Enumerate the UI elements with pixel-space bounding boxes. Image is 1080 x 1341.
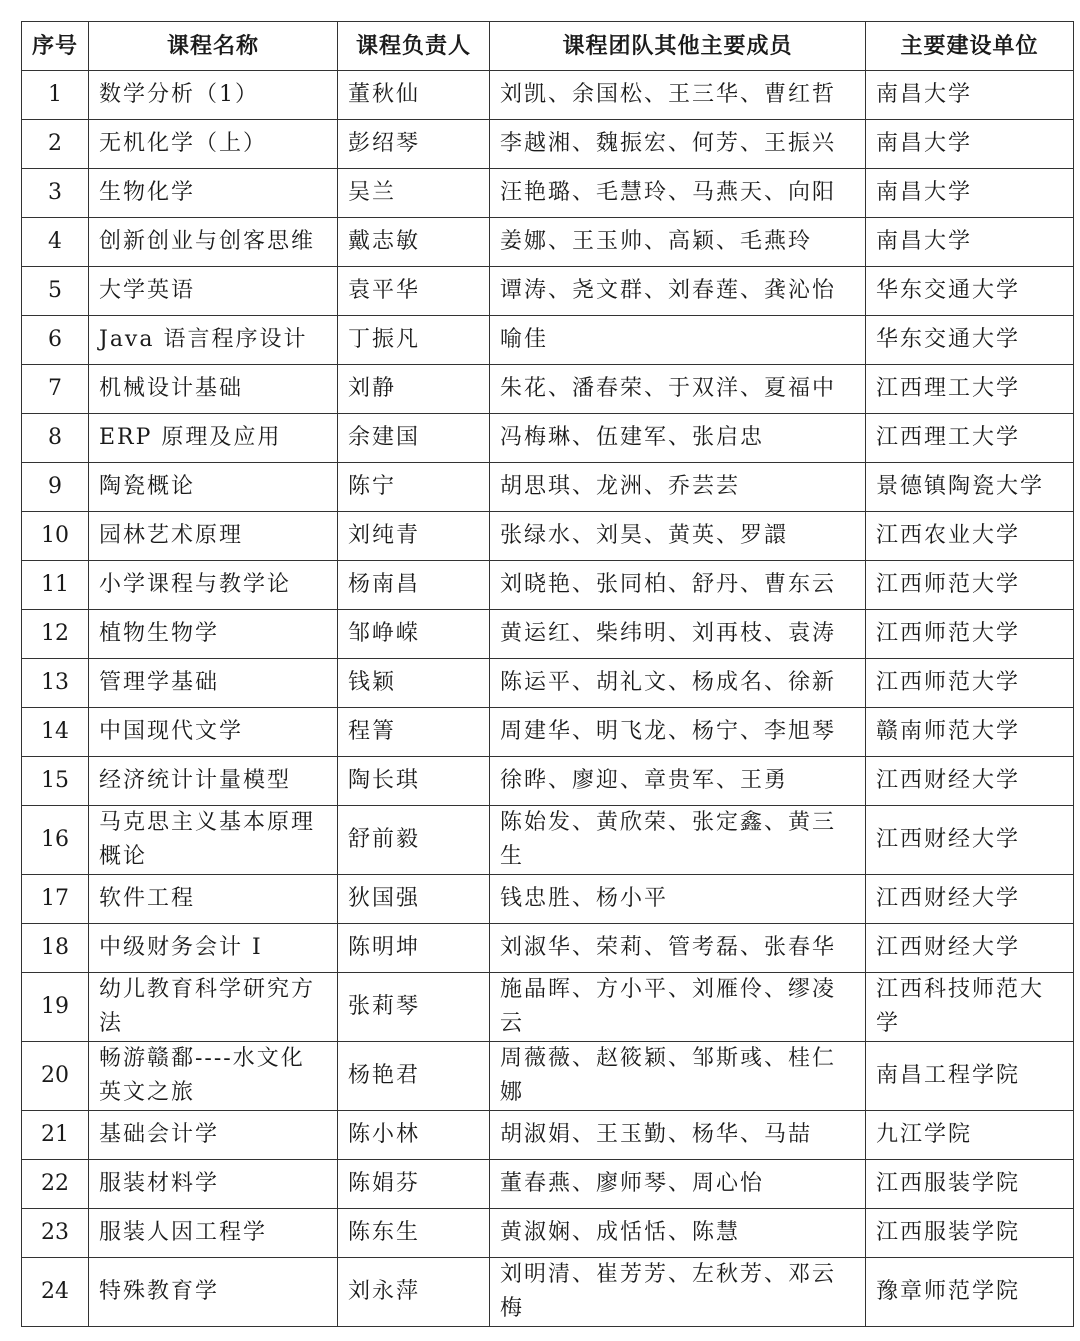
cell-course-lead: 陈小林 [338,1111,490,1160]
cell-course-lead: 程箐 [338,708,490,757]
cell-course-lead: 丁振凡 [338,316,490,365]
cell-course-lead: 袁平华 [338,267,490,316]
table-row [22,218,1074,267]
cell-unit: 江西服装学院 [866,1160,1074,1209]
header-course-lead: 课程负责人 [338,22,490,71]
cell-course-lead: 戴志敏 [338,218,490,267]
cell-number: 17 [22,875,89,924]
cell-team-members: 刘淑华、荣莉、管考磊、张春华 [490,924,866,973]
cell-unit: 南昌大学 [866,218,1074,267]
cell-course-name: 数学分析（1） [89,71,338,120]
cell-unit: 江西师范大学 [866,659,1074,708]
cell-number: 7 [22,365,89,414]
table-row [22,1258,1074,1327]
cell-course-name: 特殊教育学 [89,1258,338,1327]
cell-team-members: 胡思琪、龙洲、乔芸芸 [490,463,866,512]
header-number: 序号 [22,22,89,71]
cell-course-name: 软件工程 [89,875,338,924]
cell-number: 2 [22,120,89,169]
cell-number: 6 [22,316,89,365]
cell-team-members: 徐晔、廖迎、章贵军、王勇 [490,757,866,806]
cell-course-name: 机械设计基础 [89,365,338,414]
table-row [22,1111,1074,1160]
cell-number: 15 [22,757,89,806]
cell-team-members: 陈运平、胡礼文、杨成名、徐新 [490,659,866,708]
cell-course-name: Java 语言程序设计 [89,316,338,365]
cell-unit: 南昌大学 [866,169,1074,218]
header-unit: 主要建设单位 [866,22,1074,71]
cell-number: 19 [22,973,89,1042]
cell-team-members: 黄淑娴、成恬恬、陈慧 [490,1209,866,1258]
cell-number: 21 [22,1111,89,1160]
cell-course-name: ERP 原理及应用 [89,414,338,463]
cell-unit: 南昌大学 [866,120,1074,169]
cell-course-lead: 钱颖 [338,659,490,708]
cell-team-members: 钱忠胜、杨小平 [490,875,866,924]
cell-number: 16 [22,806,89,875]
cell-team-members: 黄运红、柴纬明、刘再枝、袁涛 [490,610,866,659]
cell-course-lead: 陈宁 [338,463,490,512]
table-row [22,924,1074,973]
cell-number: 22 [22,1160,89,1209]
cell-unit: 九江学院 [866,1111,1074,1160]
cell-team-members: 喻佳 [490,316,866,365]
cell-course-name: 中级财务会计 I [89,924,338,973]
cell-number: 5 [22,267,89,316]
cell-number: 8 [22,414,89,463]
table-row [22,1042,1074,1111]
cell-number: 10 [22,512,89,561]
cell-team-members: 李越湘、魏振宏、何芳、王振兴 [490,120,866,169]
cell-team-members: 冯梅琳、伍建军、张启忠 [490,414,866,463]
cell-course-name: 陶瓷概论 [89,463,338,512]
header-team-members: 课程团队其他主要成员 [490,22,866,71]
cell-course-lead: 杨南昌 [338,561,490,610]
cell-unit: 江西服装学院 [866,1209,1074,1258]
table-row [22,659,1074,708]
table-row [22,806,1074,875]
cell-unit: 江西理工大学 [866,414,1074,463]
table-row [22,973,1074,1042]
cell-course-lead: 陈东生 [338,1209,490,1258]
cell-course-name: 植物生物学 [89,610,338,659]
cell-team-members: 周建华、明飞龙、杨宁、李旭琴 [490,708,866,757]
cell-team-members: 姜娜、王玉帅、高颖、毛燕玲 [490,218,866,267]
cell-course-name: 创新创业与创客思维 [89,218,338,267]
cell-course-lead: 邹峥嵘 [338,610,490,659]
cell-unit: 江西财经大学 [866,924,1074,973]
cell-course-name: 基础会计学 [89,1111,338,1160]
cell-unit: 江西理工大学 [866,365,1074,414]
table-row [22,414,1074,463]
cell-number: 20 [22,1042,89,1111]
table-row [22,71,1074,120]
cell-number: 4 [22,218,89,267]
table-row [22,463,1074,512]
cell-course-lead: 舒前毅 [338,806,490,875]
cell-number: 11 [22,561,89,610]
cell-unit: 江西师范大学 [866,561,1074,610]
cell-team-members: 刘晓艳、张同柏、舒丹、曹东云 [490,561,866,610]
cell-unit: 豫章师范学院 [866,1258,1074,1327]
cell-course-lead: 彭绍琴 [338,120,490,169]
cell-team-members: 刘凯、余国松、王三华、曹红哲 [490,71,866,120]
cell-team-members: 董春燕、廖师琴、周心怡 [490,1160,866,1209]
cell-course-name: 大学英语 [89,267,338,316]
cell-number: 18 [22,924,89,973]
cell-course-lead: 陶长琪 [338,757,490,806]
cell-course-lead: 狄国强 [338,875,490,924]
cell-number: 12 [22,610,89,659]
cell-course-name: 服装人因工程学 [89,1209,338,1258]
table-row [22,267,1074,316]
cell-team-members: 刘明清、崔芳芳、左秋芳、邓云梅 [490,1258,866,1327]
table-row [22,610,1074,659]
cell-number: 1 [22,71,89,120]
cell-course-name: 管理学基础 [89,659,338,708]
table-row [22,512,1074,561]
cell-team-members: 汪艳璐、毛慧玲、马燕天、向阳 [490,169,866,218]
cell-course-lead: 吴兰 [338,169,490,218]
cell-unit: 江西科技师范大学 [866,973,1074,1042]
table-row [22,120,1074,169]
cell-number: 13 [22,659,89,708]
cell-unit: 赣南师范大学 [866,708,1074,757]
cell-course-lead: 董秋仙 [338,71,490,120]
cell-unit: 南昌工程学院 [866,1042,1074,1111]
cell-course-name: 生物化学 [89,169,338,218]
cell-unit: 江西财经大学 [866,757,1074,806]
table-row [22,365,1074,414]
table-row [22,757,1074,806]
table-row [22,1160,1074,1209]
cell-team-members: 谭涛、尧文群、刘春莲、龚沁怡 [490,267,866,316]
cell-unit: 华东交通大学 [866,267,1074,316]
cell-team-members: 张绿水、刘昊、黄英、罗譞 [490,512,866,561]
table-body [22,71,1074,1327]
cell-course-lead: 陈娟芬 [338,1160,490,1209]
cell-team-members: 朱花、潘春荣、于双洋、夏福中 [490,365,866,414]
cell-course-lead: 刘静 [338,365,490,414]
table-row [22,169,1074,218]
cell-team-members: 施晶晖、方小平、刘雁伶、缪凌云 [490,973,866,1042]
cell-number: 24 [22,1258,89,1327]
cell-course-lead: 刘纯青 [338,512,490,561]
cell-course-lead: 张莉琴 [338,973,490,1042]
cell-number: 14 [22,708,89,757]
cell-course-name: 马克思主义基本原理概论 [89,806,338,875]
cell-course-lead: 刘永萍 [338,1258,490,1327]
cell-course-name: 园林艺术原理 [89,512,338,561]
cell-course-name: 服装材料学 [89,1160,338,1209]
table-row [22,561,1074,610]
cell-unit: 景德镇陶瓷大学 [866,463,1074,512]
cell-unit: 江西财经大学 [866,806,1074,875]
cell-course-lead: 杨艳君 [338,1042,490,1111]
cell-course-name: 无机化学（上） [89,120,338,169]
header-course-name: 课程名称 [89,22,338,71]
cell-team-members: 陈始发、黄欣荣、张定鑫、黄三生 [490,806,866,875]
cell-course-name: 经济统计计量模型 [89,757,338,806]
table-row [22,875,1074,924]
cell-unit: 江西农业大学 [866,512,1074,561]
table-row [22,1209,1074,1258]
cell-course-name: 幼儿教育科学研究方法 [89,973,338,1042]
cell-course-lead: 陈明坤 [338,924,490,973]
cell-unit: 江西财经大学 [866,875,1074,924]
cell-number: 3 [22,169,89,218]
cell-course-name: 小学课程与教学论 [89,561,338,610]
cell-number: 9 [22,463,89,512]
cell-team-members: 胡淑娟、王玉勤、杨华、马喆 [490,1111,866,1160]
cell-unit: 南昌大学 [866,71,1074,120]
cell-course-lead: 余建国 [338,414,490,463]
table-header-row [22,22,1074,71]
table-row [22,316,1074,365]
course-table [21,21,1074,1327]
cell-unit: 华东交通大学 [866,316,1074,365]
cell-course-name: 中国现代文学 [89,708,338,757]
table-row [22,708,1074,757]
cell-course-name: 畅游赣鄱----水文化英文之旅 [89,1042,338,1111]
cell-unit: 江西师范大学 [866,610,1074,659]
cell-team-members: 周薇薇、赵筱颖、邹斯彧、桂仁娜 [490,1042,866,1111]
cell-number: 23 [22,1209,89,1258]
